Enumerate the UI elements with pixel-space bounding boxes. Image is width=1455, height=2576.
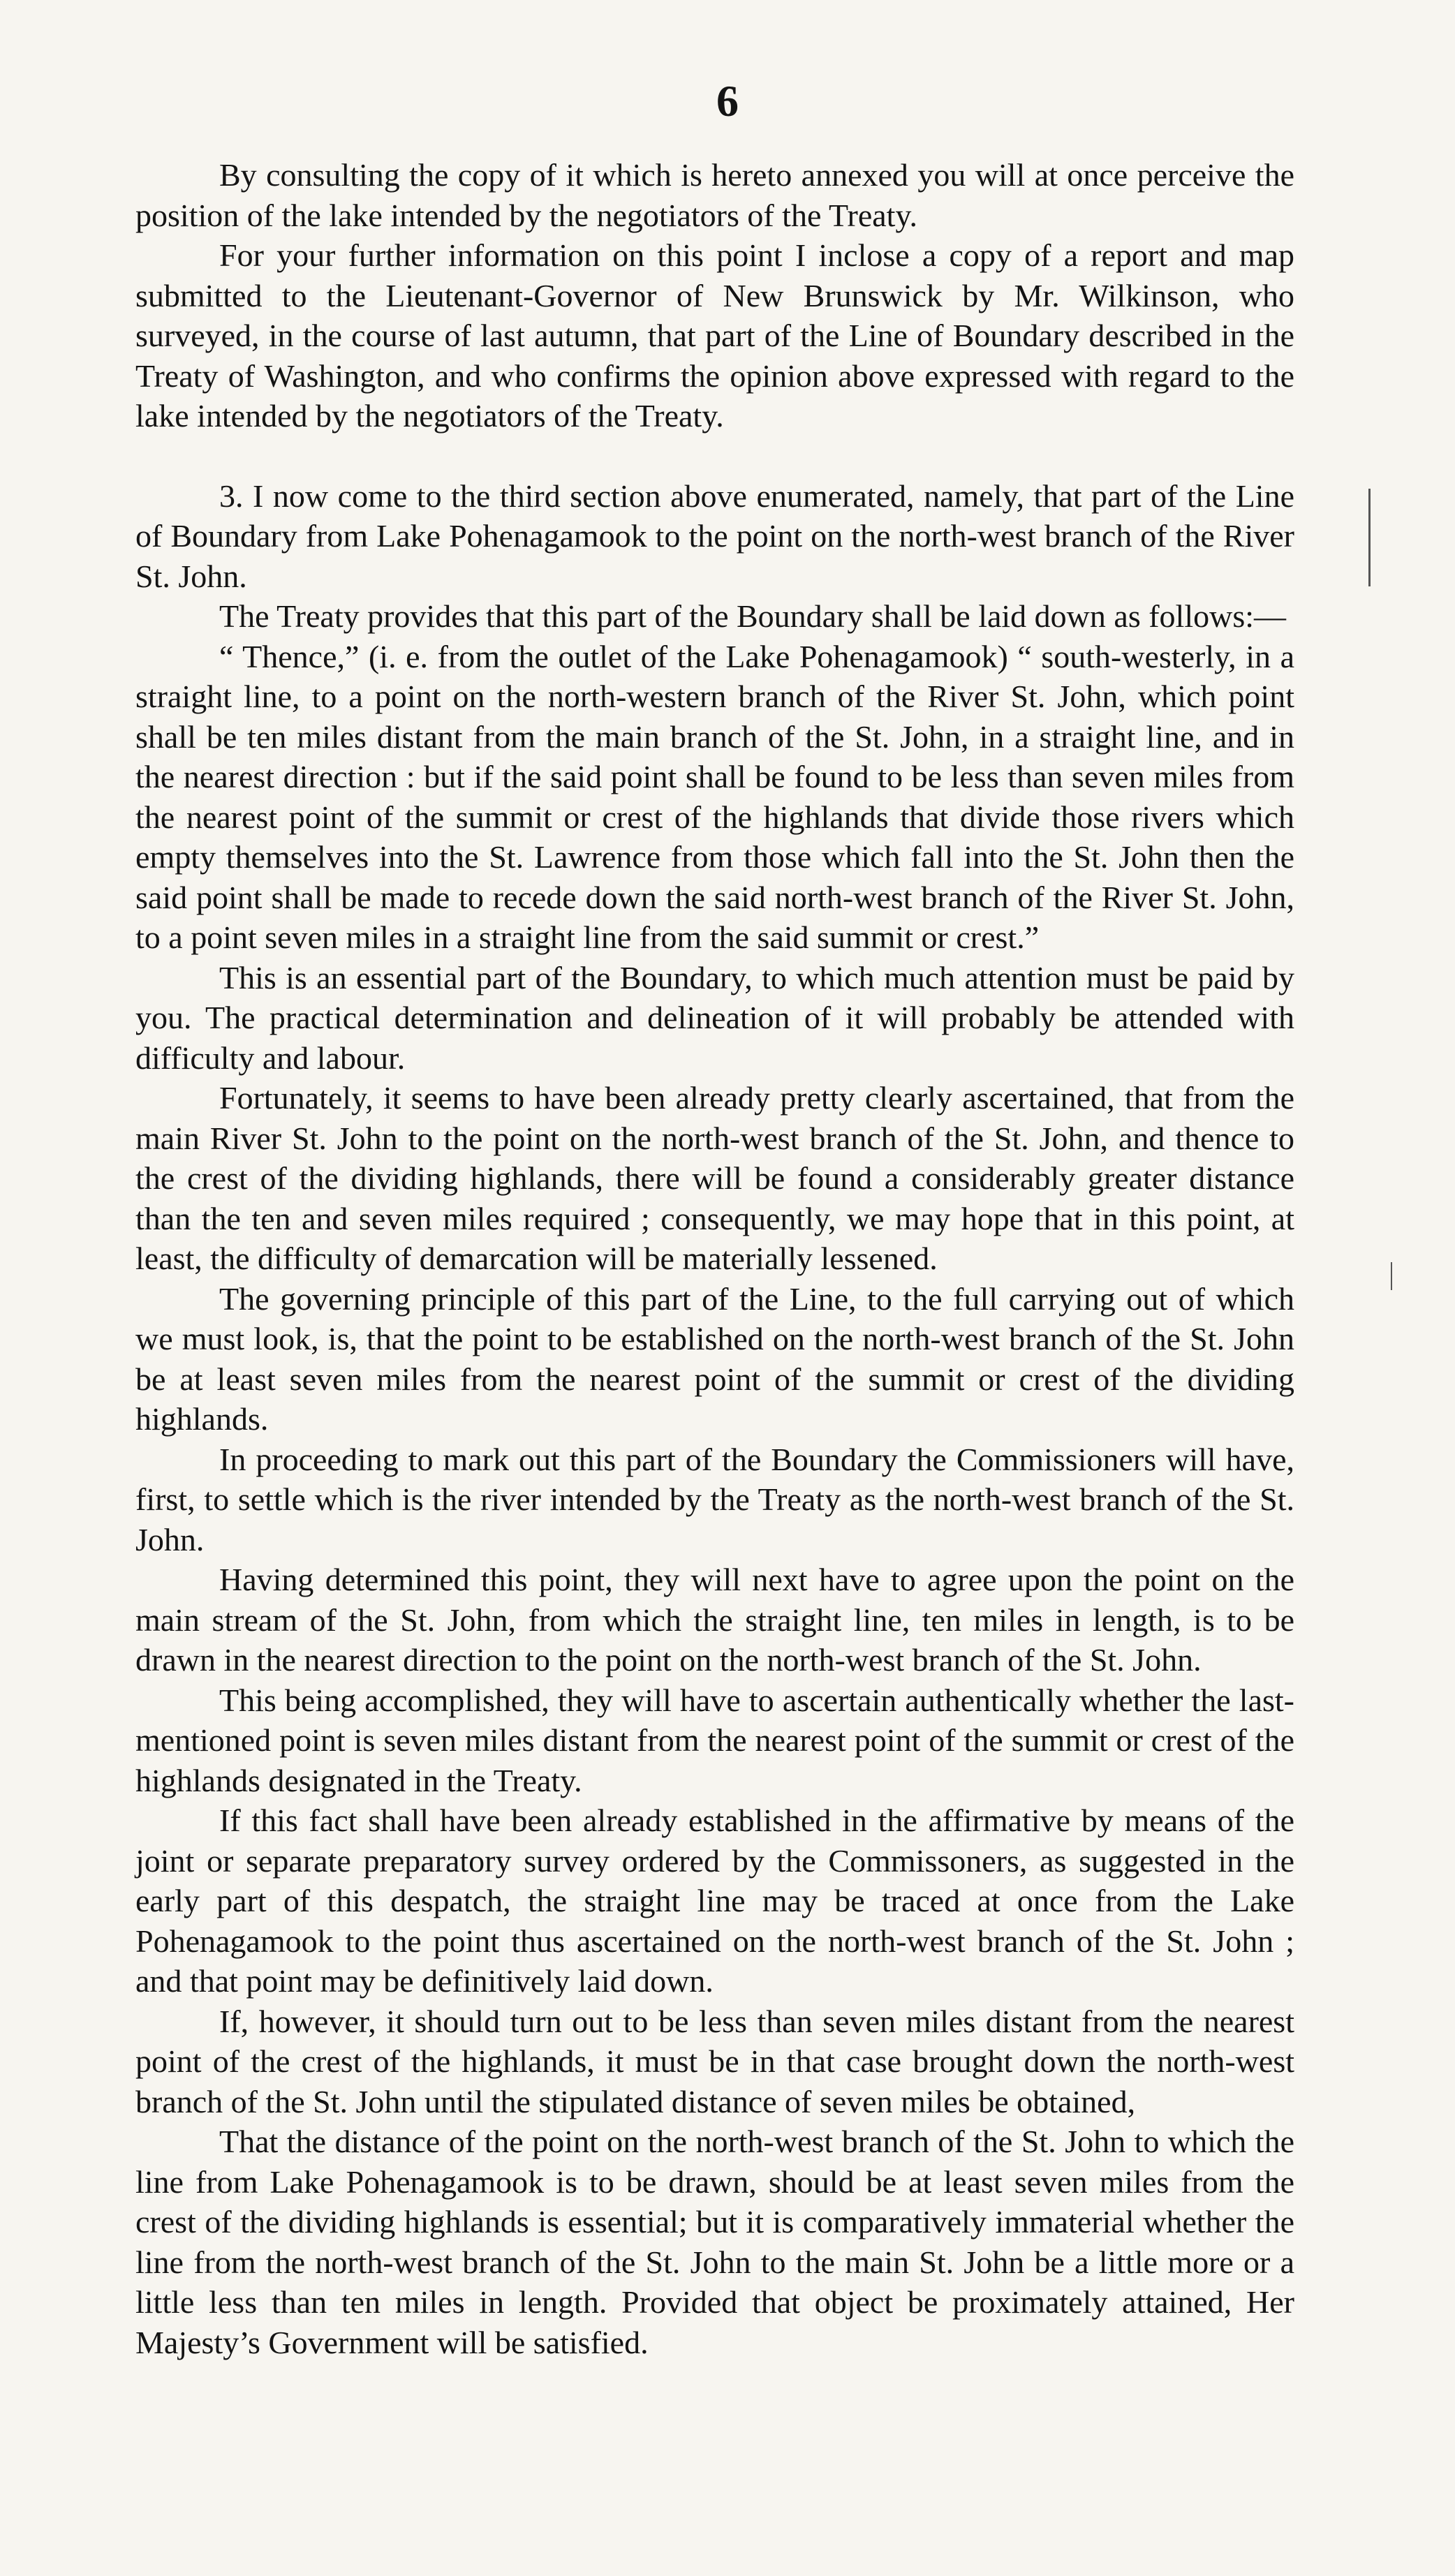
treaty-quotation: “ Thence,” (i. e. from the outlet of the Lake Pohenagamook) “ south-westerly, in a straight line, to a point on the north-western branch of the River St. John, which point shall be ten miles distant from the main branch of the St. John, in a straight line, and in the nearest direction : but if the said point shall be found to be less than seven miles from the nearest point of the summit or crest of the highlands that divide those rivers which empty themselves into the St. Lawrence from those which fall into the St. John then the said point shall be made to recede down the said north-west branch of the River St. John, to a point seven miles in a straight line from the said summit or crest.” bbox=[135, 638, 1294, 955]
paragraph: The governing principle of this part of the Line, to the full carrying out of which we must look, is, that the point to be established on the north-west branch of the St. John be at least seven miles from the nearest point of the summit or crest of the dividing highlands. bbox=[135, 1280, 1294, 1437]
margin-mark bbox=[1368, 489, 1371, 586]
paragraph: This being accomplished, they will have to ascertain authentically whether the last-mentioned point is seven miles distant from the nearest point of the summit or crest of the highlands designated in the Treaty. bbox=[135, 1682, 1294, 1798]
paragraph: That the distance of the point on the north-west branch of the St. John to which the line from Lake Pohenagamook is to be drawn, should be at least seven miles from the crest of the dividing highlands is essential; but it is comparatively immaterial whether the line from the north-west branch of the St. John to the main St. John be a little more or a little less than ten miles in length. Provided that object be proximately attained, Her Majesty’s Government will be satisfied. bbox=[135, 2124, 1294, 2360]
paragraph: The Treaty provides that this part of the Boundary shall be laid down as follows:— bbox=[219, 598, 1286, 634]
page-number: 6 bbox=[716, 76, 739, 126]
paragraph: Fortunately, it seems to have been already pretty clearly ascertained, that from the main River St. John to the point on the north-west branch of the St. John, and thence to the crest of the dividing highlands, there will be found a considerably greater distance than the ten and seven miles required ; consequently, we may hope that in this point, at least, the difficulty of demarcation will be materially lessened. bbox=[135, 1080, 1294, 1276]
paragraph: If, however, it should turn out to be less than seven miles distant from the nearest point of the crest of the highlands, it must be in that case brought down the north-west branch of the St. John until the stipulated distance of seven miles be obtained, bbox=[135, 2003, 1294, 2119]
margin-mark bbox=[1391, 1262, 1392, 1290]
paragraph: By consulting the copy of it which is hereto annexed you will at once perceive the position of the lake intended by the negotiators of the Treaty. bbox=[135, 157, 1294, 233]
section-3-paragraph: 3. I now come to the third section above enumerated, namely, that part of the Line of Boundary from Lake Pohenagamook to the point on the north-west branch of the River St. John. bbox=[135, 478, 1294, 594]
paragraph: Having determined this point, they will next have to agree upon the point on the main stream of the St. John, from which the straight line, ten miles in length, is to be drawn in the nearest direction to the point on the north-west branch of the St. John. bbox=[135, 1562, 1294, 1678]
paragraph: In proceeding to mark out this part of the Boundary the Commissioners will have, first, to settle which is the river intended by the Treaty as the north-west branch of the St. John. bbox=[135, 1441, 1294, 1557]
paragraph: For your further information on this point I inclose a copy of a report and map submitted to the Lieutenant-Governor of New Brunswick by Mr. Wilkinson, who surveyed, in the course of last autumn, that part of the Line of Boundary described in the Treaty of Washington, and who confirms the opinion above expressed with regard to the lake intended by the negotiators of the Treaty. bbox=[135, 237, 1294, 434]
document-body bbox=[135, 155, 1294, 2362]
paragraph: This is an essential part of the Boundary, to which much attention must be paid by you. The practical determination and delineation of it will probably be attended with difficulty and labour. bbox=[135, 959, 1294, 1076]
paragraph: If this fact shall have been already established in the affirmative by means of the joint or separate preparatory survey ordered by the Commissoners, as suggested in the early part of this despatch, the straight line may be traced at once from the Lake Pohenagamook to the point thus ascertained on the north-west branch of the St. John ; and that point may be definitively laid down. bbox=[135, 1803, 1294, 1999]
